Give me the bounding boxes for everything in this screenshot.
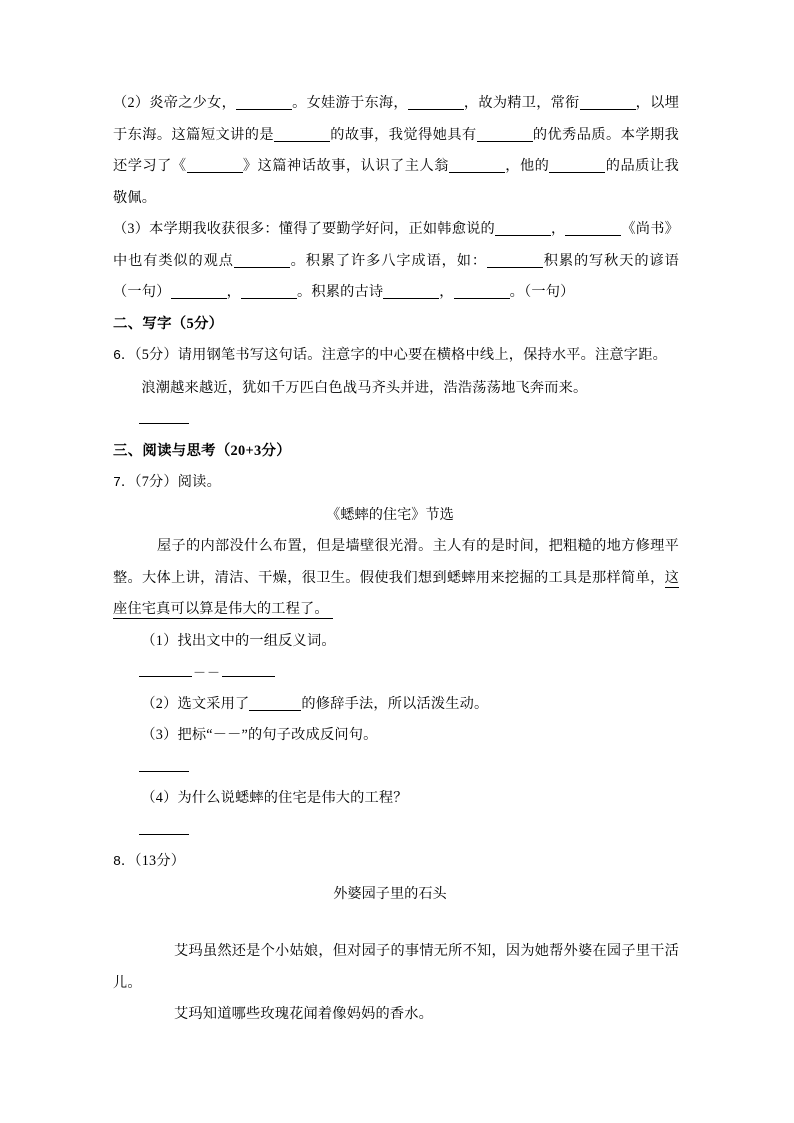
fill-blank[interactable] [580, 94, 636, 110]
question-8-passage-title: 外婆园子里的石头 [333, 885, 447, 902]
question-8 [113, 846, 679, 879]
answer-rule[interactable] [139, 820, 189, 835]
question-7-sub-1: （1）找出文中的一组反义词。 [141, 632, 336, 649]
q5-item3-t4: 积累的写秋天的谚语（一句） [113, 252, 679, 300]
q5-item2-t6: 》这篇神话故事，认识了主人翁 [242, 158, 449, 174]
question-7 [113, 467, 679, 500]
q5-item2-prefix: （2）炎帝之少女， [113, 95, 237, 111]
question-7-passage-title: 《蟋蟀的住宅》节选 [326, 506, 454, 523]
fill-blank[interactable] [171, 283, 227, 299]
q5-item3-t2: 《尚书》中也有类似的观点 [113, 221, 679, 269]
fill-blank[interactable] [274, 126, 330, 142]
q5-item2-t8: 的品质让我敬佩。 [113, 158, 679, 206]
question-7-sub-4: （4）为什么说蟋蟀的住宅是伟大的工程？ [141, 790, 408, 806]
underline-tail [329, 601, 333, 619]
fill-blank[interactable] [495, 220, 551, 236]
answer-line-q6[interactable] [113, 404, 679, 436]
question-7-number: 7． [113, 476, 135, 491]
answer-rule-right[interactable] [222, 662, 275, 677]
question-7-text: （7分）阅读。 [134, 474, 221, 490]
q7-sub2-suffix: 的修辞手法，所以活泼生动。 [301, 695, 489, 712]
question-7-sub-3: （3）把标“－－”的句子改成反问句。 [141, 727, 378, 743]
q5-item2-t5: 的优秀品质。本学期我还学习了《 [113, 126, 679, 174]
fill-blank[interactable] [454, 283, 510, 299]
page-content [113, 88, 679, 1031]
fill-blank[interactable] [477, 126, 533, 142]
answer-line-q7-1[interactable] [113, 657, 679, 689]
passage-gap [113, 910, 679, 936]
fill-blank[interactable] [234, 252, 290, 268]
question-8-paragraph-2: 艾玛知道哪些玫瑰花闻着像妈妈的香水。 [174, 1006, 434, 1022]
question-8-text: （13分） [134, 853, 186, 869]
fill-blank[interactable] [383, 283, 439, 299]
section-2-heading: 二、写字（5分） [113, 315, 224, 332]
passage-body: 屋子的内部没什么布置，但是墙壁很光滑。主人有的是时间，把粗糙的地方修理平整。大体上讲，清洁、干燥，很卫生。假使我们想到蟋蟀用来挖掘的工具是那样简单， [113, 538, 679, 586]
q5-item2-t3: ，以埋于东海。这篇短文讲的是 [113, 95, 679, 143]
fill-blank[interactable] [236, 94, 292, 110]
answer-rule-left[interactable] [139, 662, 192, 677]
q5-item3-t1: ， [550, 221, 566, 237]
q5-item3-t5: ， [226, 284, 241, 300]
question-5-item-3 [113, 214, 679, 309]
q5-item2-t7: ，他的 [504, 158, 550, 174]
fill-blank[interactable] [249, 695, 301, 711]
q5-item2-t1: 。女娃游于东海， [292, 95, 408, 111]
q5-item3-prefix: （3）本学期我收获很多：懂得了要勤学好问，正如韩愈说的 [113, 221, 495, 237]
fill-blank[interactable] [549, 157, 605, 173]
question-8-number: 8． [113, 855, 135, 870]
q5-item2-t2: ，故为精卫，常衔 [463, 95, 580, 111]
answer-line-q7-3[interactable] [113, 752, 679, 784]
fill-blank[interactable] [408, 94, 464, 110]
fill-blank[interactable] [241, 283, 297, 299]
question-7-sub-2 [113, 689, 679, 721]
answer-rule[interactable] [139, 757, 189, 772]
question-8-paragraph-1: 艾玛虽然还是个小姑娘，但对园子的事情无所不知，因为她帮外婆在园子里干活儿。 [113, 943, 679, 991]
q5-item3-t8: 。（一句） [509, 284, 575, 300]
answer-rule[interactable] [139, 409, 189, 424]
passage-underlined-sentence: 这座住宅真可以算是伟大的工程了。 [113, 569, 679, 617]
q5-item3-t7: ， [439, 284, 454, 300]
fill-blank[interactable] [449, 157, 505, 173]
question-6-number: 6． [113, 349, 135, 364]
answer-line-q7-4[interactable] [113, 815, 679, 847]
q5-item3-t6: 。积累的古诗 [296, 284, 384, 300]
question-6 [113, 340, 679, 373]
fill-blank[interactable] [487, 252, 543, 268]
q5-item3-t3: 。积累了许多八字成语，如： [289, 252, 488, 269]
question-5-item-2 [113, 88, 679, 214]
question-6-text: （5分）请用钢笔书写这句话。注意字的中心要在横格中线上，保持水平。注意字距。 [134, 347, 667, 363]
section-3-heading: 三、阅读与思考（20+3分） [113, 442, 291, 459]
question-7-passage [113, 531, 679, 626]
fill-blank[interactable] [187, 157, 243, 173]
question-6-sentence: 浪潮越来越近，犹如千万匹白色战马齐头并进，浩浩荡荡地飞奔而来。 [141, 379, 588, 396]
q7-sub2-prefix: （2）选文采用了 [141, 695, 250, 712]
antonym-dash: －－ [192, 665, 221, 680]
fill-blank[interactable] [565, 220, 621, 236]
q5-item2-t4: 的故事，我觉得她具有 [330, 126, 477, 143]
